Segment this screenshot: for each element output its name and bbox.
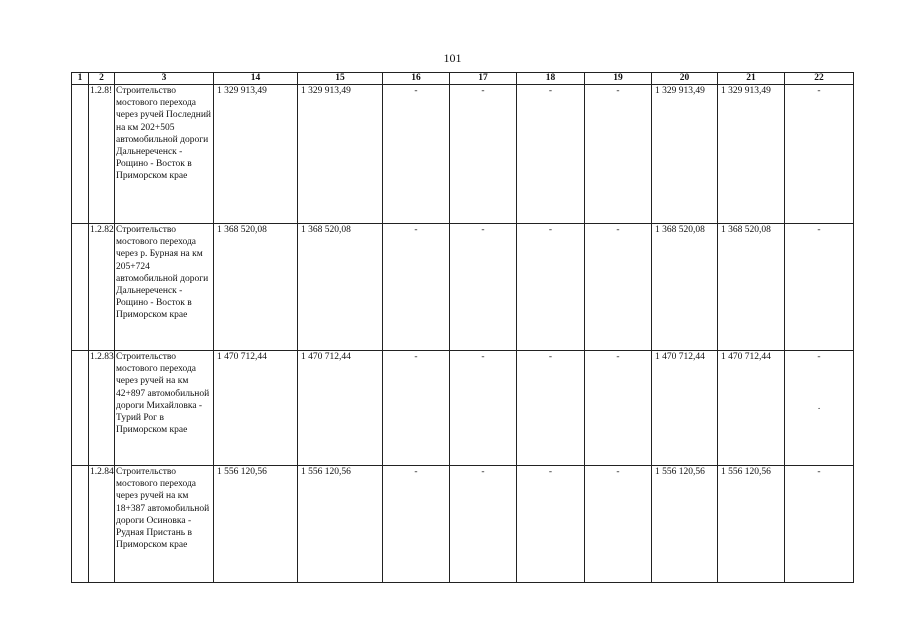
value-col-14: 1 470 712,44 [214, 351, 298, 466]
value-col-19: - [585, 351, 652, 466]
value-col-15: 1 556 120,56 [298, 466, 383, 583]
row-col-1 [72, 351, 89, 466]
item-description: Строительство мостового перехода через ручей на км 18+387 автомобильной дороги Осиновка - Рудная Пристань в Приморском крае [115, 466, 214, 583]
cell-dash: - [817, 352, 821, 362]
header-cell: 21 [718, 73, 785, 85]
value-col-21: 1 556 120,56 [718, 466, 785, 583]
value-col-18: - [517, 85, 585, 224]
stray-mark: . [817, 402, 821, 413]
header-cell: 1 [72, 73, 89, 85]
item-code: 1.2.8! [89, 85, 115, 224]
value-col-17: - [450, 85, 517, 224]
item-description: Строительство мостового перехода через ручей на км 42+897 автомобильной дороги Михайловка - Турий Рог в Приморском крае [115, 351, 214, 466]
value-col-17: - [450, 466, 517, 583]
item-description: Строительство мостового перехода через р. Бурная на км 205+724 автомобильной дороги Дальнереченск - Рощино - Восток в Приморском крае [115, 224, 214, 351]
value-col-20: 1 556 120,56 [652, 466, 718, 583]
header-cell: 19 [585, 73, 652, 85]
table-row [72, 224, 854, 351]
header-cell: 17 [450, 73, 517, 85]
value-col-16: - [383, 351, 450, 466]
value-col-16: - [383, 85, 450, 224]
row-col-1 [72, 466, 89, 583]
header-cell: 18 [517, 73, 585, 85]
value-col-15: 1 470 712,44 [298, 351, 383, 466]
item-code: 1.2.84 [89, 466, 115, 583]
header-cell: 20 [652, 73, 718, 85]
value-col-20: 1 329 913,49 [652, 85, 718, 224]
table-row [72, 351, 854, 466]
value-col-20: 1 368 520,08 [652, 224, 718, 351]
value-col-21: 1 368 520,08 [718, 224, 785, 351]
value-col-19: - [585, 85, 652, 224]
value-col-15: 1 329 913,49 [298, 85, 383, 224]
value-col-21: 1 329 913,49 [718, 85, 785, 224]
header-cell: 2 [89, 73, 115, 85]
header-cell: 14 [214, 73, 298, 85]
value-col-19: - [585, 224, 652, 351]
value-col-15: 1 368 520,08 [298, 224, 383, 351]
value-col-22: - [785, 466, 854, 583]
table-row [72, 466, 854, 583]
row-col-1 [72, 85, 89, 224]
value-col-18: - [517, 351, 585, 466]
item-description: Строительство мостового перехода через ручей Последний на км 202+505 автомобильной дороги Дальнереченск - Рощино - Восток в Приморском крае [115, 85, 214, 224]
value-col-17: - [450, 351, 517, 466]
value-col-16: - [383, 224, 450, 351]
page-number: 101 [443, 51, 462, 65]
header-cell: 16 [383, 73, 450, 85]
value-col-14: 1 556 120,56 [214, 466, 298, 583]
header-cell: 22 [785, 73, 854, 85]
value-col-20: 1 470 712,44 [652, 351, 718, 466]
value-col-22 [785, 351, 854, 466]
value-col-14: 1 368 520,08 [214, 224, 298, 351]
header-row [72, 73, 854, 85]
item-code: 1.2.83 [89, 351, 115, 466]
value-col-22: - [785, 224, 854, 351]
header-cell: 15 [298, 73, 383, 85]
value-col-18: - [517, 224, 585, 351]
value-col-18: - [517, 466, 585, 583]
header-cell: 3 [115, 73, 214, 85]
value-col-22: - [785, 85, 854, 224]
value-col-17: - [450, 224, 517, 351]
table-row [72, 85, 854, 224]
row-col-1 [72, 224, 89, 351]
value-col-14: 1 329 913,49 [214, 85, 298, 224]
item-code: 1.2.82 [89, 224, 115, 351]
value-col-19: - [585, 466, 652, 583]
value-col-21: 1 470 712,44 [718, 351, 785, 466]
budget-table [71, 72, 854, 583]
value-col-16: - [383, 466, 450, 583]
